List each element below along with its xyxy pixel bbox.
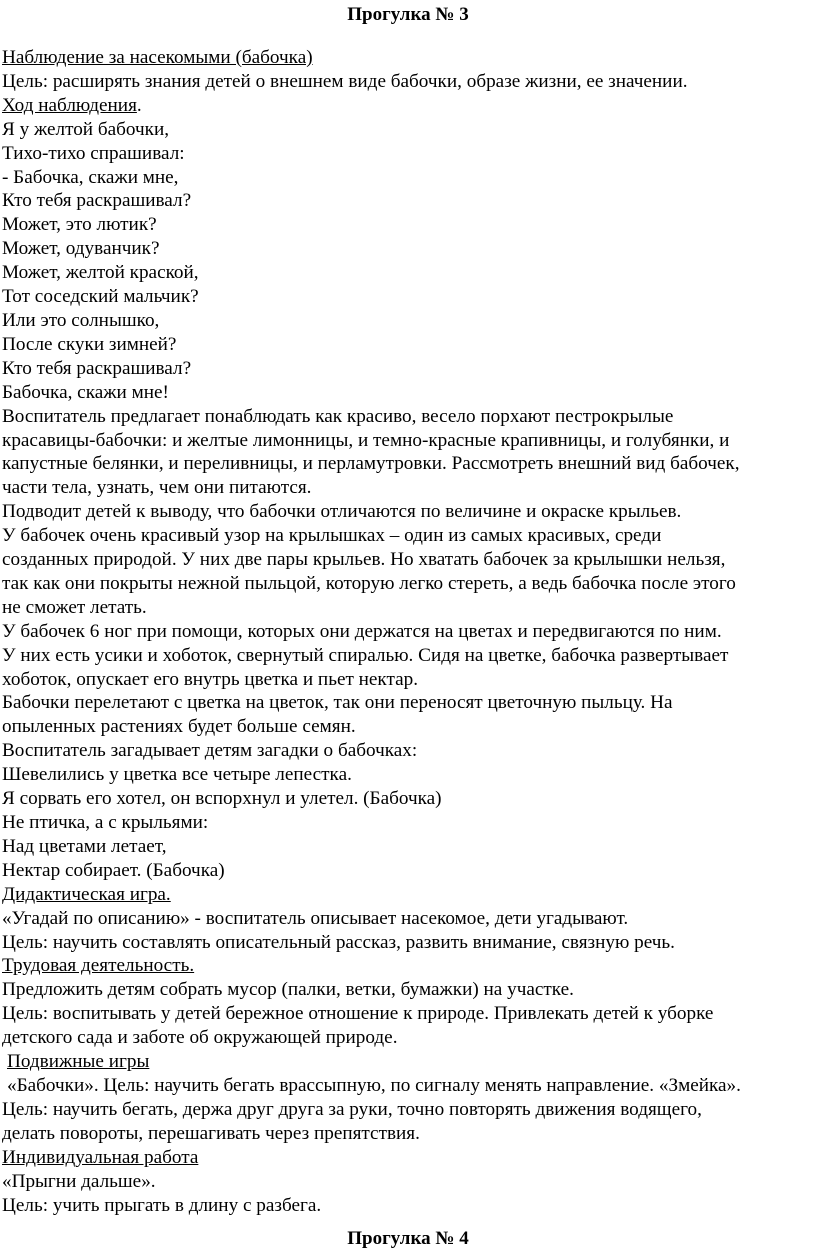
individual-line: «Прыгни дальше».: [2, 1170, 156, 1192]
individual-heading: Индивидуальная работа: [2, 1146, 199, 1168]
outdoor-heading-line: [2, 1050, 814, 1074]
text-line: части тела, узнать, чем они питаются.: [2, 477, 312, 499]
poem-line: Может, это лютик?: [2, 214, 157, 236]
progress-heading-dot: .: [136, 94, 142, 116]
next-page-title: Прогулка № 4: [347, 1228, 469, 1249]
labor-heading: Трудовая деятельность.: [2, 955, 195, 977]
outdoor-line: делать повороты, перешагивать через препятствия.: [2, 1122, 420, 1144]
text-line: Бабочки перелетают с цветка на цветок, так они переносят цветочную пыльцу. На: [2, 692, 673, 714]
labor-line: Цель: воспитывать у детей бережное отношение к природе. Привлекать детей к уборке: [2, 1003, 714, 1025]
riddle-line: Шевелились у цветка все четыре лепестка.: [2, 764, 352, 786]
document-body: [2, 46, 814, 1217]
individual-line: Цель: учить прыгать в длину с разбега.: [2, 1194, 322, 1216]
poem-line: Бабочка, скажи мне!: [2, 381, 169, 403]
didactic-heading: Дидактическая игра.: [2, 883, 171, 905]
poem-line: - Бабочка, скажи мне,: [2, 166, 179, 188]
text-line: так как они покрыты нежной пыльцой, которую легко стереть, а ведь бабочка после этого: [2, 572, 736, 594]
didactic-line: «Угадай по описанию» - воспитатель описывает насекомое, дети угадывают.: [2, 907, 629, 929]
text-line: созданных природой. У них две пары крыльев. Но хватать бабочек за крылышки нельзя,: [2, 549, 726, 571]
text-line: Подводит детей к выводу, что бабочки отличаются по величине и окраске крыльев.: [2, 501, 682, 523]
didactic-line: Цель: научить составлять описательный рассказ, развить внимание, связную речь.: [2, 931, 675, 953]
labor-line: детского сада и заботе об окружающей природе.: [2, 1027, 398, 1049]
text-line: У них есть усики и хоботок, свернутый спиралью. Сидя на цветке, бабочка развертывает: [2, 644, 729, 666]
poem-line: Тихо-тихо спрашивал:: [2, 142, 185, 164]
text-line: красавицы-бабочки: и желтые лимонницы, и темно-красные крапивницы, и голубянки, и: [2, 429, 730, 451]
outdoor-line: Цель: научить бегать, держа друг друга за руки, точно повторять движения водящего,: [2, 1098, 702, 1120]
progress-heading-line: [2, 94, 814, 118]
text-line: У бабочек 6 ног при помощи, которых они держатся на цветах и передвигаются по ним.: [2, 620, 722, 642]
poem-line: Или это солнышко,: [2, 309, 160, 331]
riddle-line: Нектар собирает. (Бабочка): [2, 859, 225, 881]
text-line: хоботок, опускает его внутрь цветка и пьет нектар.: [2, 668, 419, 690]
text-line: опыленных растениях будет больше семян.: [2, 716, 356, 738]
poem-line: Может, одуванчик?: [2, 238, 160, 260]
poem-line: Кто тебя раскрашивал?: [2, 190, 192, 212]
outdoor-line: «Бабочки». Цель: научить бегать врассыпную, по сигналу менять направление. «Змейка».: [7, 1074, 741, 1096]
poem-line: Я у желтой бабочки,: [2, 118, 170, 140]
poem-line: Тот соседский мальчик?: [2, 286, 199, 308]
riddle-line: Не птичка, а с крыльями:: [2, 812, 209, 833]
observation-heading: Наблюдение за насекомыми (бабочка): [2, 47, 313, 68]
labor-line: Предложить детям собрать мусор (палки, ветки, бумажки) на участке.: [2, 979, 574, 1001]
page-title: Прогулка № 3: [347, 4, 469, 25]
riddle-line: Я сорвать его хотел, он вспорхнул и улетел. (Бабочка): [2, 788, 442, 810]
poem-line: Кто тебя раскрашивал?: [2, 357, 192, 379]
text-line: У бабочек очень красивый узор на крылышках – один из самых красивых, среди: [2, 525, 662, 547]
poem-line: Может, желтой краской,: [2, 262, 199, 284]
text-line: Воспитатель предлагает понаблюдать как красиво, весело порхают пестрокрылые: [2, 405, 674, 427]
text-line: капустные белянки, и переливницы, и перламутровки. Рассмотреть внешний вид бабочек,: [2, 453, 740, 475]
observation-goal: Цель: расширять знания детей о внешнем виде бабочки, образе жизни, ее значении.: [2, 70, 688, 92]
riddle-line: Над цветами летает,: [2, 835, 167, 857]
outdoor-heading: Подвижные игры: [7, 1051, 150, 1073]
text-line: не сможет летать.: [2, 596, 147, 618]
progress-heading: Ход наблюдения: [2, 94, 137, 116]
text-line: Воспитатель загадывает детям загадки о бабочках:: [2, 740, 418, 762]
poem-line: После скуки зимней?: [2, 333, 177, 355]
